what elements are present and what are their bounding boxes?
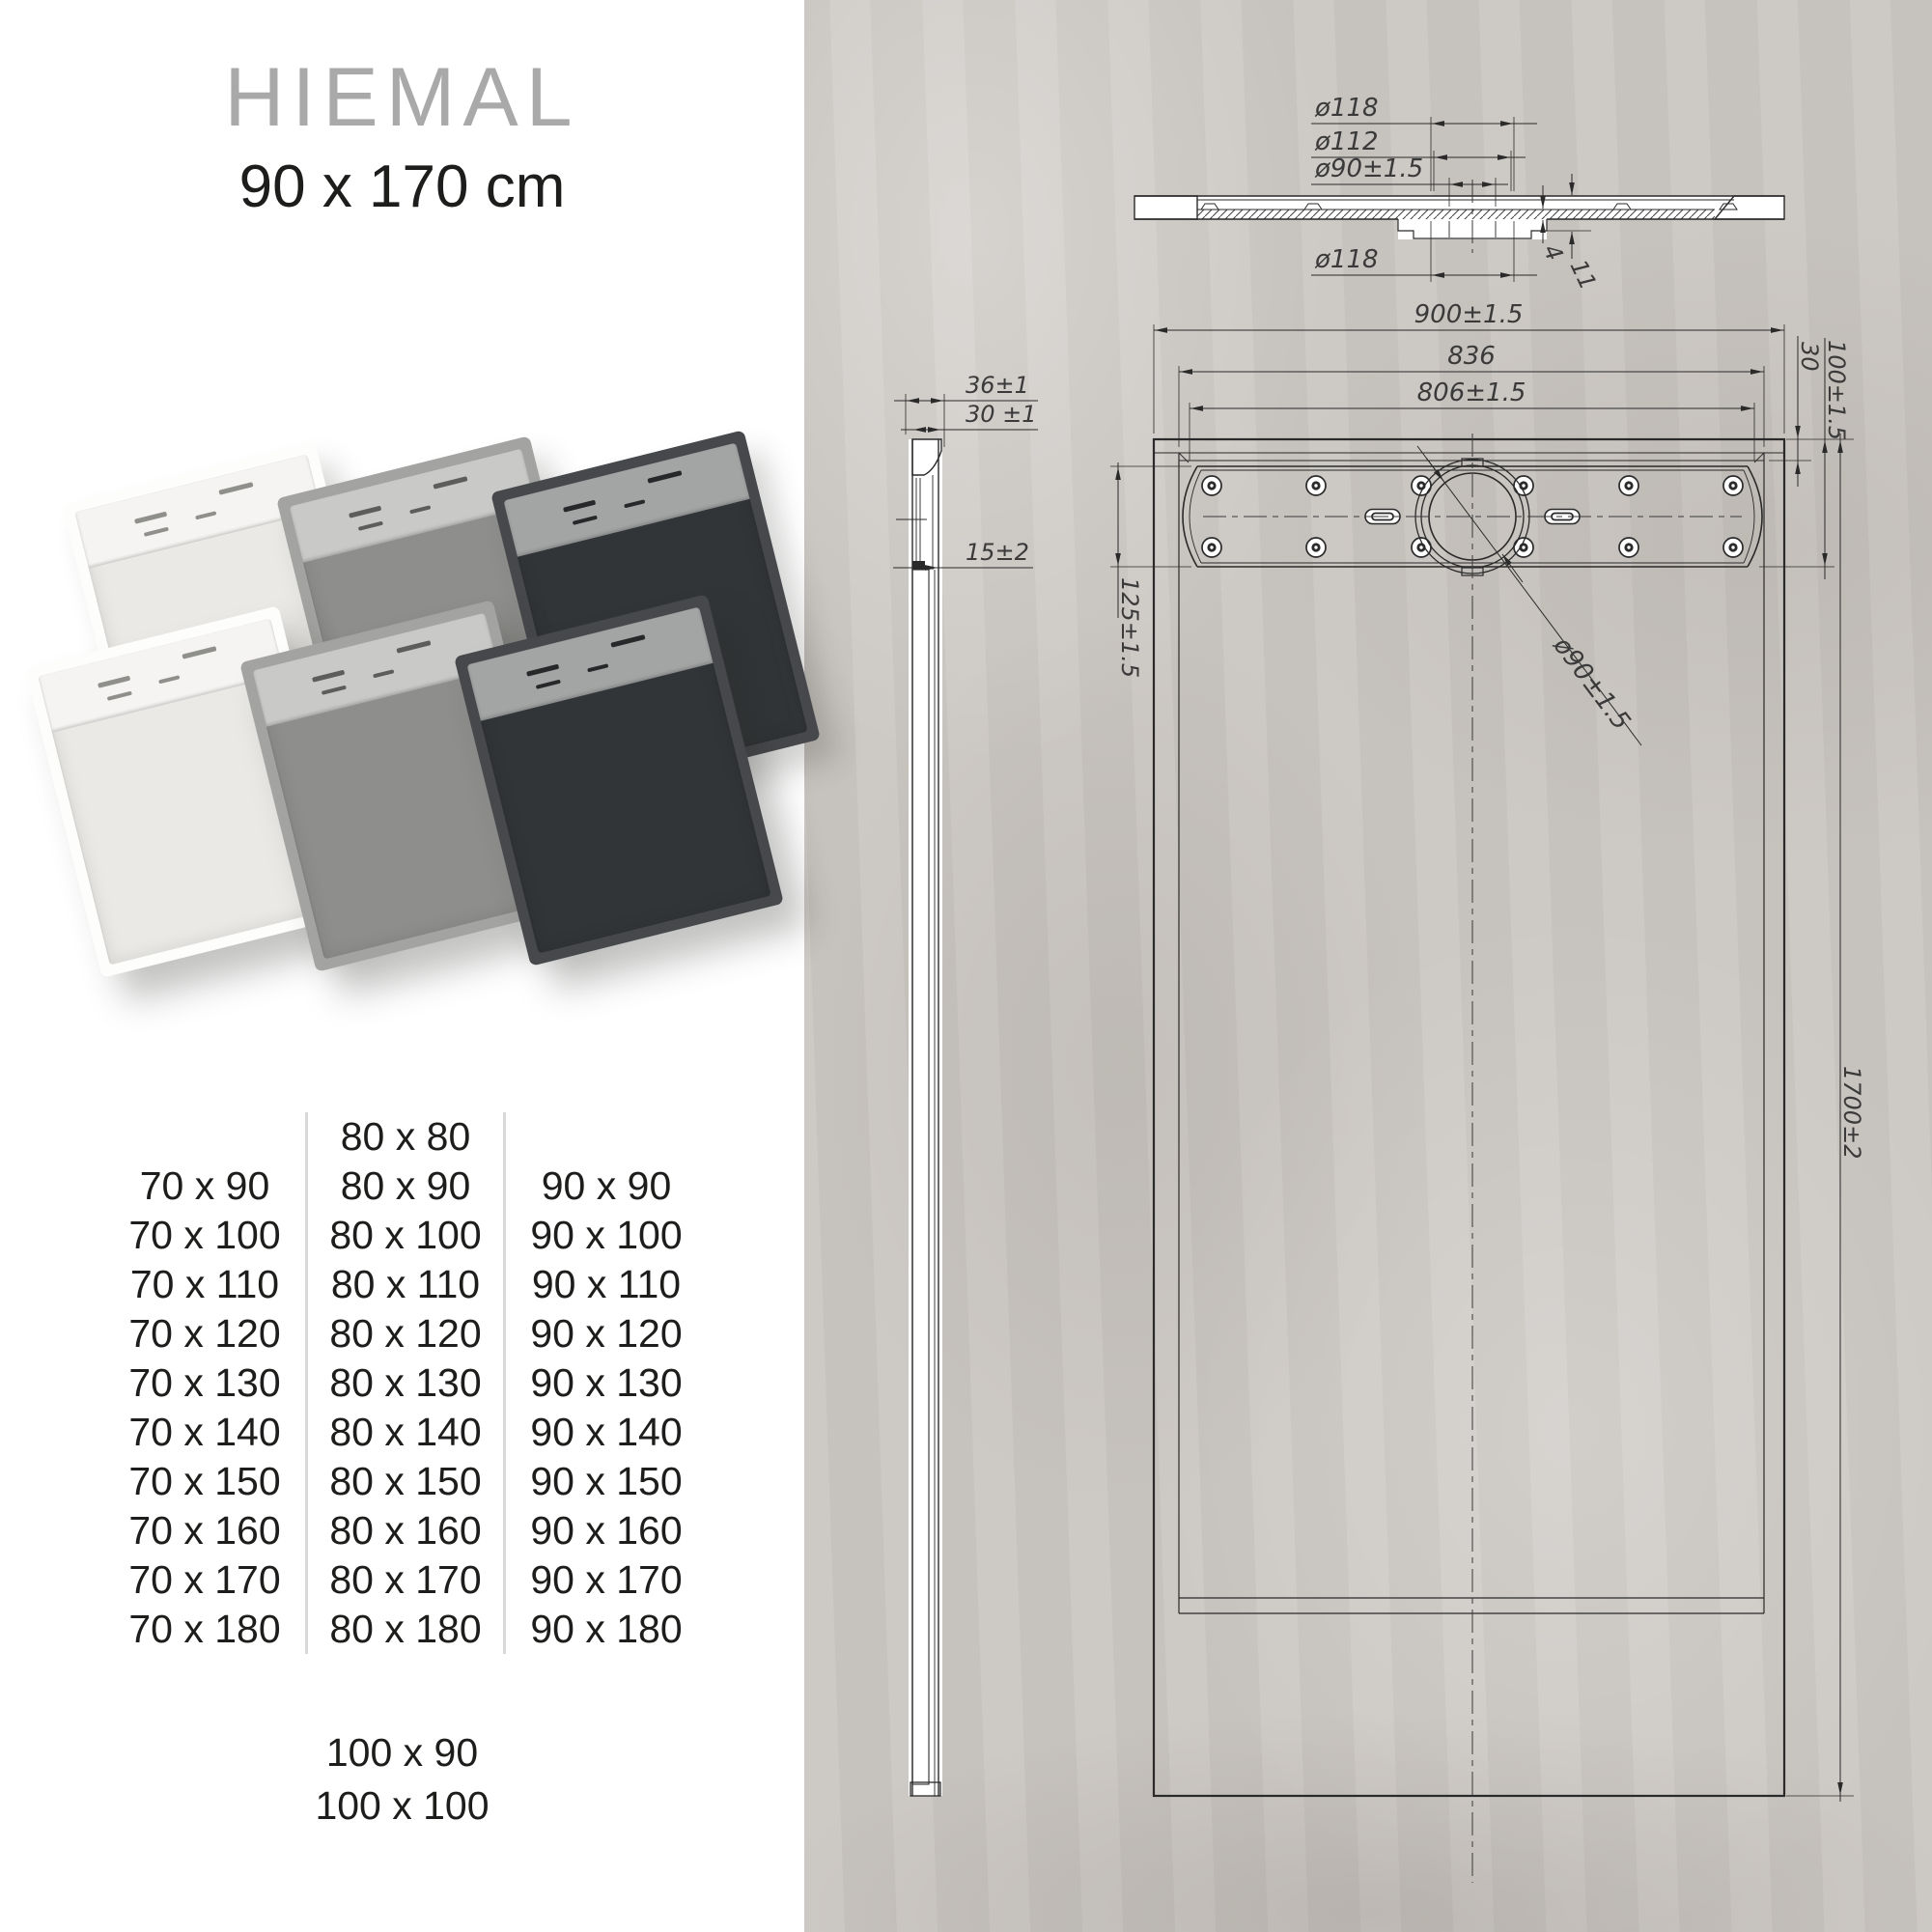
size-cell: 70 x 160 — [128, 1508, 281, 1553]
size-extra-item: 100 x 100 — [315, 1783, 490, 1828]
dim-900: 900±1.5 — [1414, 300, 1524, 329]
product-title: HIEMAL — [224, 51, 580, 144]
product-size: 90 x 170 cm — [238, 154, 566, 220]
size-cell: 90 x 140 — [530, 1410, 683, 1454]
size-cell: 90 x 120 — [530, 1311, 683, 1356]
dim-30-plan: 30 — [1796, 342, 1823, 372]
size-cell: 80 x 140 — [305, 1408, 506, 1457]
size-cell: 80 x 110 — [305, 1260, 506, 1309]
size-cell: 90 x 160 — [530, 1508, 683, 1553]
size-cell: 70 x 100 — [128, 1213, 281, 1257]
size-cell: 80 x 150 — [305, 1457, 506, 1506]
size-cell: 80 x 180 — [305, 1605, 506, 1654]
size-cell: 80 x 80 — [305, 1112, 506, 1162]
size-cell: 80 x 120 — [305, 1309, 506, 1358]
plan-view — [1110, 300, 1865, 1883]
size-cell: 80 x 170 — [305, 1555, 506, 1605]
dim-100: 100±1.5 — [1823, 340, 1850, 441]
size-cell: 70 x 90 — [139, 1163, 270, 1208]
dim-15: 15±2 — [966, 539, 1029, 566]
size-extra-item: 100 x 90 — [325, 1730, 479, 1775]
dim-806: 806±1.5 — [1416, 378, 1526, 407]
size-cell: 90 x 90 — [541, 1163, 672, 1208]
size-cell: 90 x 150 — [530, 1459, 683, 1503]
size-cell: 80 x 90 — [305, 1162, 506, 1211]
size-cell: 70 x 180 — [128, 1607, 281, 1651]
size-cell: 90 x 170 — [530, 1557, 683, 1602]
side-section-view — [893, 372, 1038, 1796]
size-cell: 90 x 100 — [530, 1213, 683, 1257]
size-cell: 90 x 110 — [531, 1262, 682, 1306]
size-cell: 80 x 160 — [305, 1506, 506, 1555]
dim-4: 4 — [1537, 239, 1569, 266]
size-cell: 70 x 120 — [128, 1311, 281, 1356]
size-cell: 80 x 100 — [305, 1211, 506, 1260]
dim-dia118-top: ø118 — [1315, 94, 1379, 123]
size-cell: 70 x 130 — [128, 1360, 281, 1405]
size-cell: 70 x 110 — [129, 1262, 280, 1306]
size-cell: 70 x 170 — [128, 1557, 281, 1602]
dim-dia118-bottom: ø118 — [1315, 245, 1379, 274]
size-cell: 90 x 130 — [530, 1360, 683, 1405]
dim-dia112: ø112 — [1315, 127, 1379, 156]
size-cell: 80 x 130 — [305, 1358, 506, 1408]
dim-drain-diameter: ø90±1.5 — [1547, 631, 1637, 736]
dim-1700: 1700±2 — [1838, 1066, 1865, 1160]
size-cell: 90 x 180 — [530, 1607, 683, 1651]
dim-30-side: 30 ±1 — [966, 401, 1037, 428]
dim-36: 36±1 — [966, 372, 1029, 399]
dim-11: 11 — [1564, 255, 1602, 294]
size-cell: 70 x 150 — [128, 1459, 281, 1503]
dim-125: 125±1.5 — [1116, 577, 1143, 679]
top-section-view — [1134, 94, 1784, 294]
size-cell: 70 x 140 — [128, 1410, 281, 1454]
dim-836: 836 — [1447, 342, 1496, 371]
dim-dia90-top: ø90±1.5 — [1315, 154, 1424, 183]
